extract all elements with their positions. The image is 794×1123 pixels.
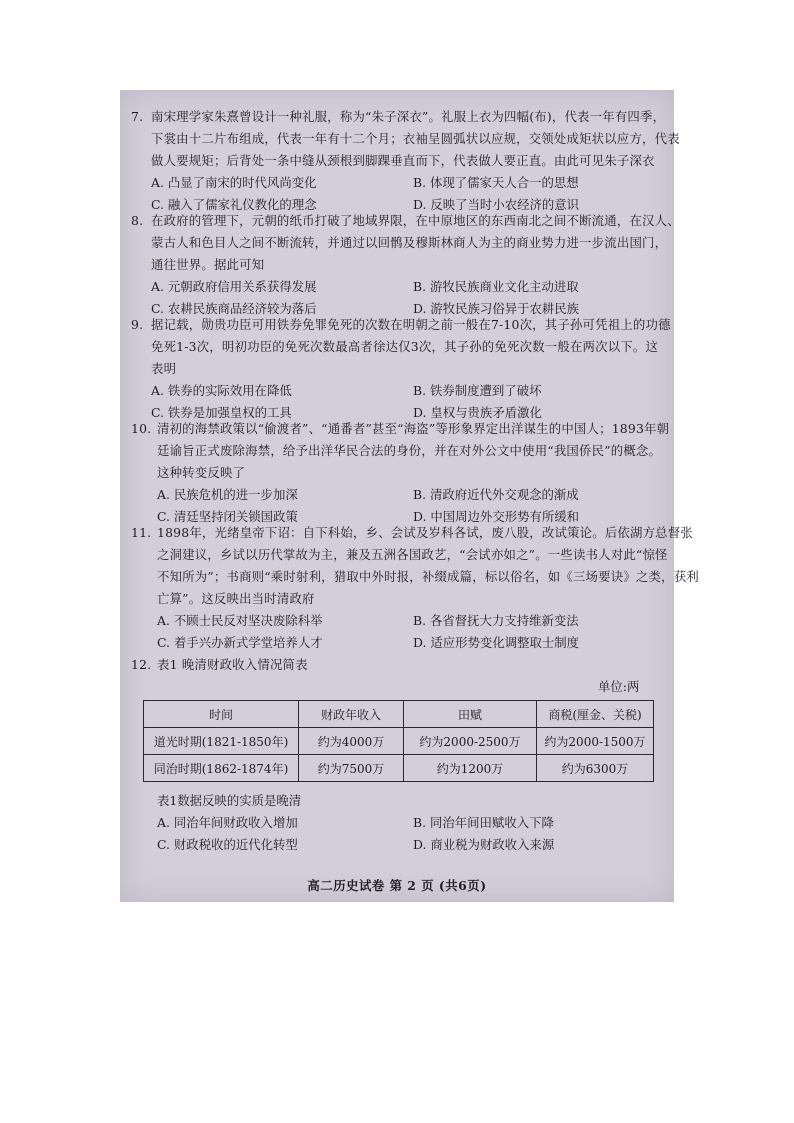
question-text-line: 做人要规矩；后背处一条中缝从颈根到脚踝垂直而下，代表做人要正直。由此可见朱子深衣 [151, 153, 655, 168]
question-number: 8. [131, 213, 144, 228]
question-number: 7. [131, 109, 144, 124]
table-header-row [144, 701, 654, 728]
question-text-line: 在政府的管理下，元朝的纸币打破了地域界限，在中原地区的东西南北之间不断流通，在汉人、 [151, 213, 680, 228]
question-text-line: 下裳由十二片布组成，代表一年有十二个月；衣袖呈圆弧状以应规，交领处成矩状以应方，代表 [151, 131, 680, 146]
question-number: 11. [131, 525, 152, 540]
option-b: B. 体现了儒家天人合一的思想 [413, 175, 579, 190]
option-a: A. 铁券的实际效用在降低 [151, 383, 292, 398]
option-c: C. 清廷坚持闭关锁国政策 [157, 509, 298, 524]
question-stem: 表1数据反映的实质是晚清 [157, 793, 302, 808]
table-header-cell: 田赋 [404, 701, 537, 728]
question-text-line: 不知所为”；书商则“乘时射利，猎取中外时报，补缀成篇，标以俗名，如《三场要诀》之类，获利 [157, 569, 699, 584]
option-c: C. 铁券是加强皇权的工具 [151, 405, 292, 420]
table-unit: 单位:两 [598, 679, 640, 694]
table-cell: 约为6300万 [537, 755, 654, 782]
table-cell: 约为2000-1500万 [537, 728, 654, 755]
revenue-table [143, 700, 654, 782]
option-d: D. 游牧民族习俗异于农耕民族 [413, 301, 580, 316]
option-b: B. 同治年间田赋收入下降 [413, 815, 554, 830]
option-c: C. 农耕民族商品经济较为落后 [151, 301, 317, 316]
option-a: A. 同治年间财政收入增加 [157, 815, 298, 830]
question-text-line: 之洞建议，乡试以历代掌故为主，兼及五洲各国政艺，“会试亦如之”。一些读书人对此“惊怪 [157, 547, 668, 562]
question-text-line: 通往世界。据此可知 [151, 257, 265, 272]
question-text-line: 蒙古人和色目人之间不断流转，并通过以回鹘及穆斯林商人为主的商业势力进一步流出国门， [151, 235, 668, 250]
question-text-line: 廷谕旨正式废除海禁，给予出洋华民合法的身份，并在对外公文中使用“我国侨民”的概念。 [157, 443, 662, 458]
table-row [144, 728, 654, 755]
option-a: A. 不顾士民反对坚决废除科举 [157, 613, 323, 628]
table-row [144, 755, 654, 782]
table-header-cell: 财政年收入 [299, 701, 404, 728]
question-text-line: 南宋理学家朱熹曾设计一种礼服，称为“朱子深衣”。礼服上衣为四幅(布)，代表一年有四季， [151, 109, 666, 124]
option-b: B. 清政府近代外交观念的渐成 [413, 487, 579, 502]
question-text-line: 据记载，勋贵功臣可用铁券免罪免死的次数在明朝之前一般在7-10次，其子孙可凭祖上的功德 [151, 317, 671, 332]
table-header-cell: 时间 [144, 701, 299, 728]
option-b: B. 铁券制度遭到了破坏 [413, 383, 542, 398]
option-b: B. 各省督抚大力支持维新变法 [413, 613, 579, 628]
table-header-cell: 商税(厘金、关税) [537, 701, 654, 728]
option-a: A. 凸显了南宋的时代风尚变化 [151, 175, 317, 190]
option-c: C. 财政税收的近代化转型 [157, 837, 298, 852]
option-c: C. 融入了儒家礼仪教化的理念 [151, 197, 317, 212]
option-d: D. 商业税为财政收入来源 [413, 837, 555, 852]
table-cell: 约为2000-2500万 [404, 728, 537, 755]
question-number: 12. [131, 657, 152, 672]
question-text-line: 这种转变反映了 [157, 465, 246, 480]
table-cell: 同治时期(1862-1874年) [144, 755, 299, 782]
question-number: 10. [131, 421, 152, 436]
option-d: D. 适应形势变化调整取士制度 [413, 635, 580, 650]
table-cell: 约为7500万 [299, 755, 404, 782]
option-a: A. 元朝政府信用关系获得发展 [151, 279, 317, 294]
table-cell: 道光时期(1821-1850年) [144, 728, 299, 755]
table-cell: 约为4000万 [299, 728, 404, 755]
question-text-line: 1898年，光绪皇帝下诏：自下科始，乡、会试及岁科各试，废八股，改试策论。后依湖方总督张 [157, 525, 693, 540]
option-d: D. 中国周边外交形势有所缓和 [413, 509, 580, 524]
option-a: A. 民族危机的进一步加深 [157, 487, 298, 502]
table-cell: 约为1200万 [404, 755, 537, 782]
question-text-line: 清初的海禁政策以“偷渡者”、“通番者”甚至“海盗”等形象界定出洋谋生的中国人；1893年朝 [157, 421, 670, 436]
option-d: D. 反映了当时小农经济的意识 [413, 197, 580, 212]
question-text-line: 表明 [151, 361, 177, 376]
option-c: C. 着手兴办新式学堂培养人才 [157, 635, 323, 650]
question-text-line: 免死1-3次，明初功臣的免死次数最高者徐达仅3次，其子孙的免死次数一般在两次以下。这 [151, 339, 659, 354]
table-title: 表1 晚清财政收入情况简表 [157, 657, 308, 672]
page-footer: 高二历史试卷 第 2 页 (共6页) [307, 878, 487, 893]
option-d: D. 皇权与贵族矛盾激化 [413, 405, 542, 420]
option-b: B. 游牧民族商业文化主动进取 [413, 279, 579, 294]
question-text-line: 亡算”。这反映出当时清政府 [157, 591, 315, 606]
question-number: 9. [131, 317, 144, 332]
